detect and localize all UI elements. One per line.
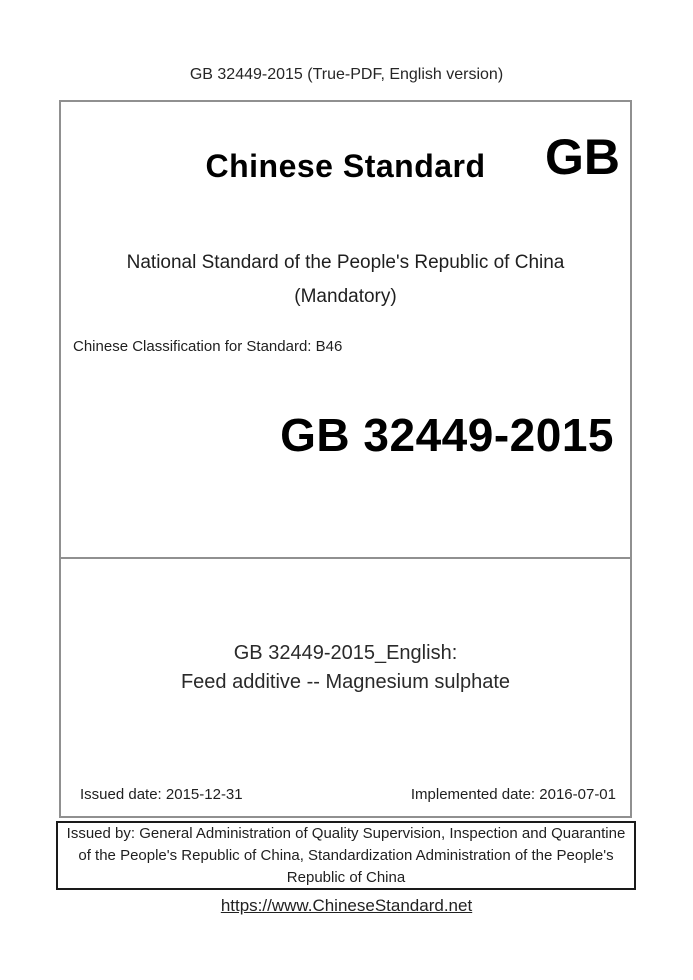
section-divider	[61, 557, 630, 559]
english-title-line1: GB 32449-2015_English:	[233, 642, 458, 664]
issued-date-label: Issued date: 2015-12-31	[80, 786, 243, 803]
english-title-block	[61, 639, 630, 697]
dates-row	[61, 786, 630, 803]
cover-box	[59, 100, 632, 818]
issuer-text: Issued by: General Administration of Quality Supervision, Inspection and Quarantine of the People's Republic of China, Standardization Administration of the People's Republic of China	[66, 824, 626, 886]
issuer-box	[56, 821, 636, 890]
footer	[0, 896, 693, 916]
website-link[interactable]: https://www.ChineseStandard.net	[220, 896, 473, 915]
brand-title: Chinese Standard	[205, 148, 486, 184]
document-header-label: GB 32449-2015 (True-PDF, English version)	[189, 66, 504, 83]
classification-label: Chinese Classification for Standard: B46	[73, 338, 343, 355]
brand-code: GB	[545, 129, 620, 185]
english-title-line2: Feed additive -- Magnesium sulphate	[180, 671, 511, 693]
national-standard-block	[61, 246, 630, 314]
national-standard-line: National Standard of the People's Republic of China	[126, 252, 565, 273]
mandatory-line: (Mandatory)	[294, 286, 397, 307]
implemented-date-label: Implemented date: 2016-07-01	[410, 786, 616, 803]
standard-number-heading: GB 32449-2015	[280, 409, 614, 461]
